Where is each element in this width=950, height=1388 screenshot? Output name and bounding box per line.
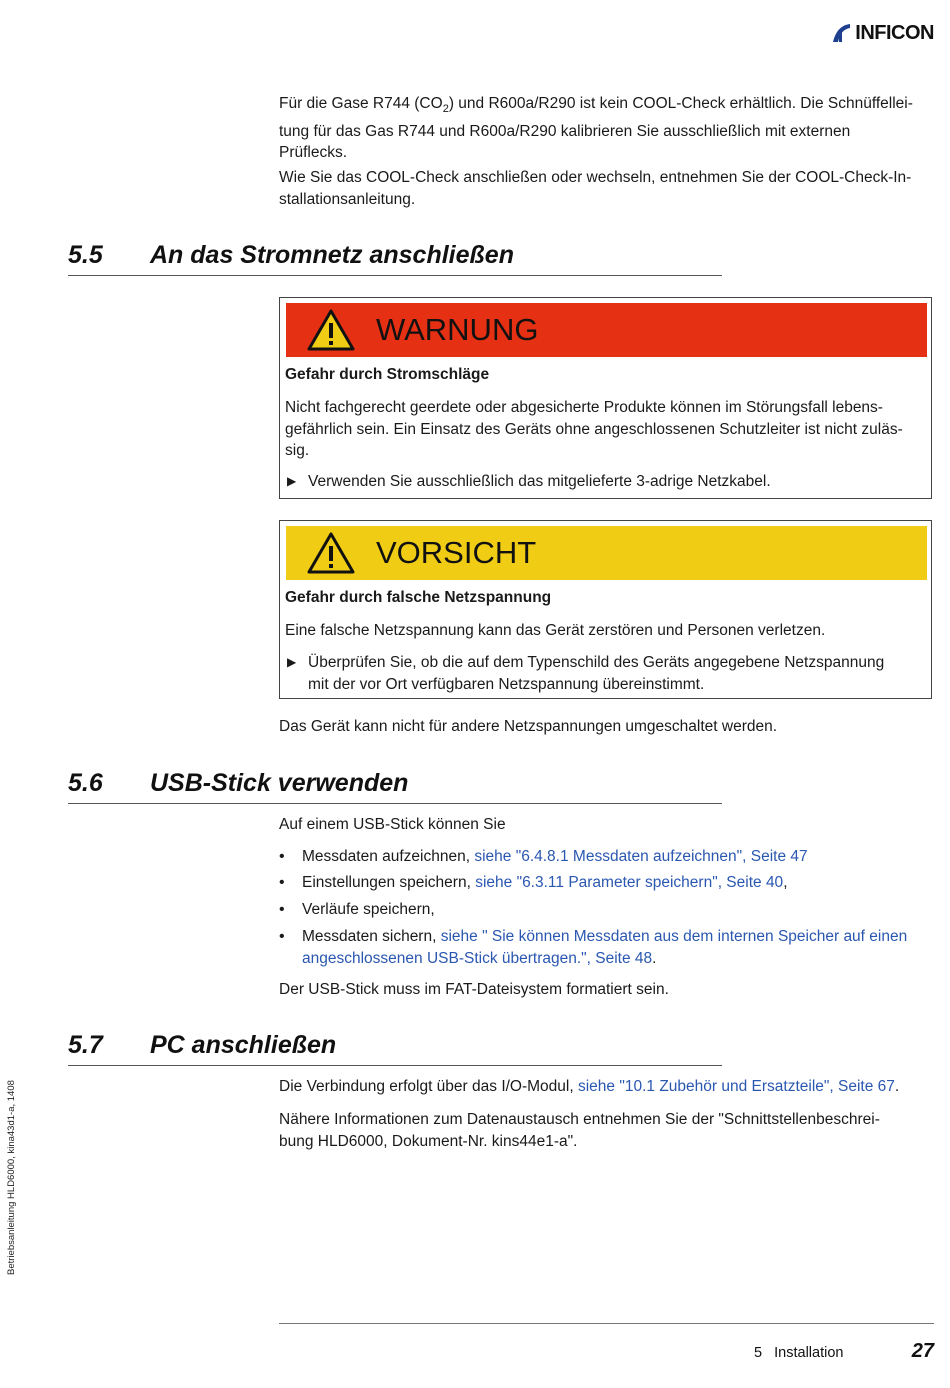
usb-intro: Auf einem USB-Stick können Sie (279, 816, 506, 833)
bullet-icon: • (279, 928, 285, 945)
warning-text: Nicht fachgerecht geerdete oder abgesicherte Produkte können im Störungsfall lebens- gefährlich sein. Ein Einsatz des Geräts ohne angeschlossenen Schutzleiter ist nicht zuläs- sig. (285, 399, 903, 459)
document-side-note: Betriebsanleitung HLD6000, kina43d1-a, 1408 (6, 1080, 17, 1275)
warning-triangle-icon (306, 308, 356, 352)
caution-signal-word: VORSICHT (376, 535, 537, 570)
caution-text: Eine falsche Netzspannung kann das Gerät zerstören und Personen verletzen. (285, 622, 826, 639)
section-title: An das Stromnetz anschließen (150, 241, 514, 269)
voltage-note: Das Gerät kann nicht für andere Netzspannungen umgeschaltet werden. (279, 718, 778, 735)
logo-text: INFICON (855, 21, 934, 44)
interface-info-paragraph: Nähere Informationen zum Datenaustausch entnehmen Sie der "Schnittstellenbeschrei- bung HLD6000, Dokument-Nr. kins44e1-a". (279, 1111, 880, 1150)
intro-paragraph-1: Für die Gase R744 $(CO_2)$ und R600a/R290 ist kein COOL-Check erhältlich. Die Schnüffellei- tung für das Gas R744 und R600a/R290 kalibrieren Sie ausschließlich mit externen Prüflecks. (279, 95, 913, 162)
section-number: 5.6 (68, 769, 103, 797)
footer-section-label: 5 Installation (754, 1345, 844, 1361)
list-item: • Messdaten sichern, siehe " Sie können Messdaten aus dem internen Speicher auf einen angeschlossenen USB-Stick übertragen.", Seite 48. (279, 928, 908, 967)
usb-format-note: Der USB-Stick muss im FAT-Dateisystem formatiert sein. (279, 981, 669, 998)
caution-banner (286, 526, 927, 580)
action-arrow-icon: ▶ (287, 655, 297, 669)
warning-action: ▶ Verwenden Sie ausschließlich das mitgelieferte 3-adrige Netzkabel. (285, 471, 927, 493)
warning-hazard-title: Gefahr durch Stromschläge (285, 366, 490, 383)
section-number: 5.7 (68, 1031, 103, 1059)
warning-banner (286, 303, 927, 357)
caution-box (279, 520, 932, 699)
bullet-icon: • (279, 874, 285, 891)
page-number: 27 (911, 1340, 934, 1362)
list-item: • Messdaten aufzeichnen, siehe "6.4.8.1 Messdaten aufzeichnen", Seite 47 (279, 846, 935, 868)
caution-action: ▶ Überprüfen Sie, ob die auf dem Typenschild des Geräts angegebene Netzspannung mit der vor Ort verfügbaren Netzspannung übereinstimmt. (287, 654, 885, 693)
intro-paragraph-2: Wie Sie das COOL-Check anschließen oder wechseln, entnehmen Sie der COOL-Check-In- stallationsanleitung. (279, 169, 912, 208)
section-heading-5-5 (68, 241, 722, 276)
section-title: PC anschließen (150, 1031, 337, 1059)
cross-reference-link[interactable]: siehe " Sie können Messdaten aus dem internen Speicher auf einen (440, 928, 908, 945)
warning-box (279, 297, 932, 499)
cross-reference-link[interactable]: siehe "6.4.8.1 Messdaten aufzeichnen", Seite 47 (474, 848, 808, 865)
bullet-icon: • (279, 848, 285, 865)
cross-reference-link-continued[interactable]: angeschlossenen USB-Stick übertragen.", Seite 48 (302, 949, 653, 967)
inficon-logo-mark-icon (830, 22, 852, 44)
cross-reference-link[interactable]: siehe "6.3.11 Parameter speichern", Seite 40 (475, 874, 784, 891)
section-number: 5.5 (68, 241, 103, 269)
inficon-logo (830, 20, 934, 46)
list-item: • Verläufe speichern, (279, 899, 935, 921)
action-arrow-icon: ▶ (287, 474, 297, 488)
section-title: USB-Stick verwenden (150, 769, 409, 797)
section-heading-5-6 (68, 769, 722, 804)
warning-signal-word: WARNUNG (376, 312, 539, 347)
pc-connection-paragraph: Die Verbindung erfolgt über das I/O-Modul, siehe "10.1 Zubehör und Ersatzteile", Seite 67. (279, 1078, 900, 1095)
section-heading-5-7 (68, 1031, 722, 1066)
caution-hazard-title: Gefahr durch falsche Netzspannung (285, 589, 552, 606)
caution-triangle-icon (306, 531, 356, 575)
footer-divider (279, 1323, 934, 1324)
list-item: • Einstellungen speichern, siehe "6.3.11 Parameter speichern", Seite 40, (279, 872, 935, 894)
bullet-icon: • (279, 901, 285, 918)
cross-reference-link[interactable]: siehe "10.1 Zubehör und Ersatzteile", Seite 67 (577, 1078, 895, 1095)
